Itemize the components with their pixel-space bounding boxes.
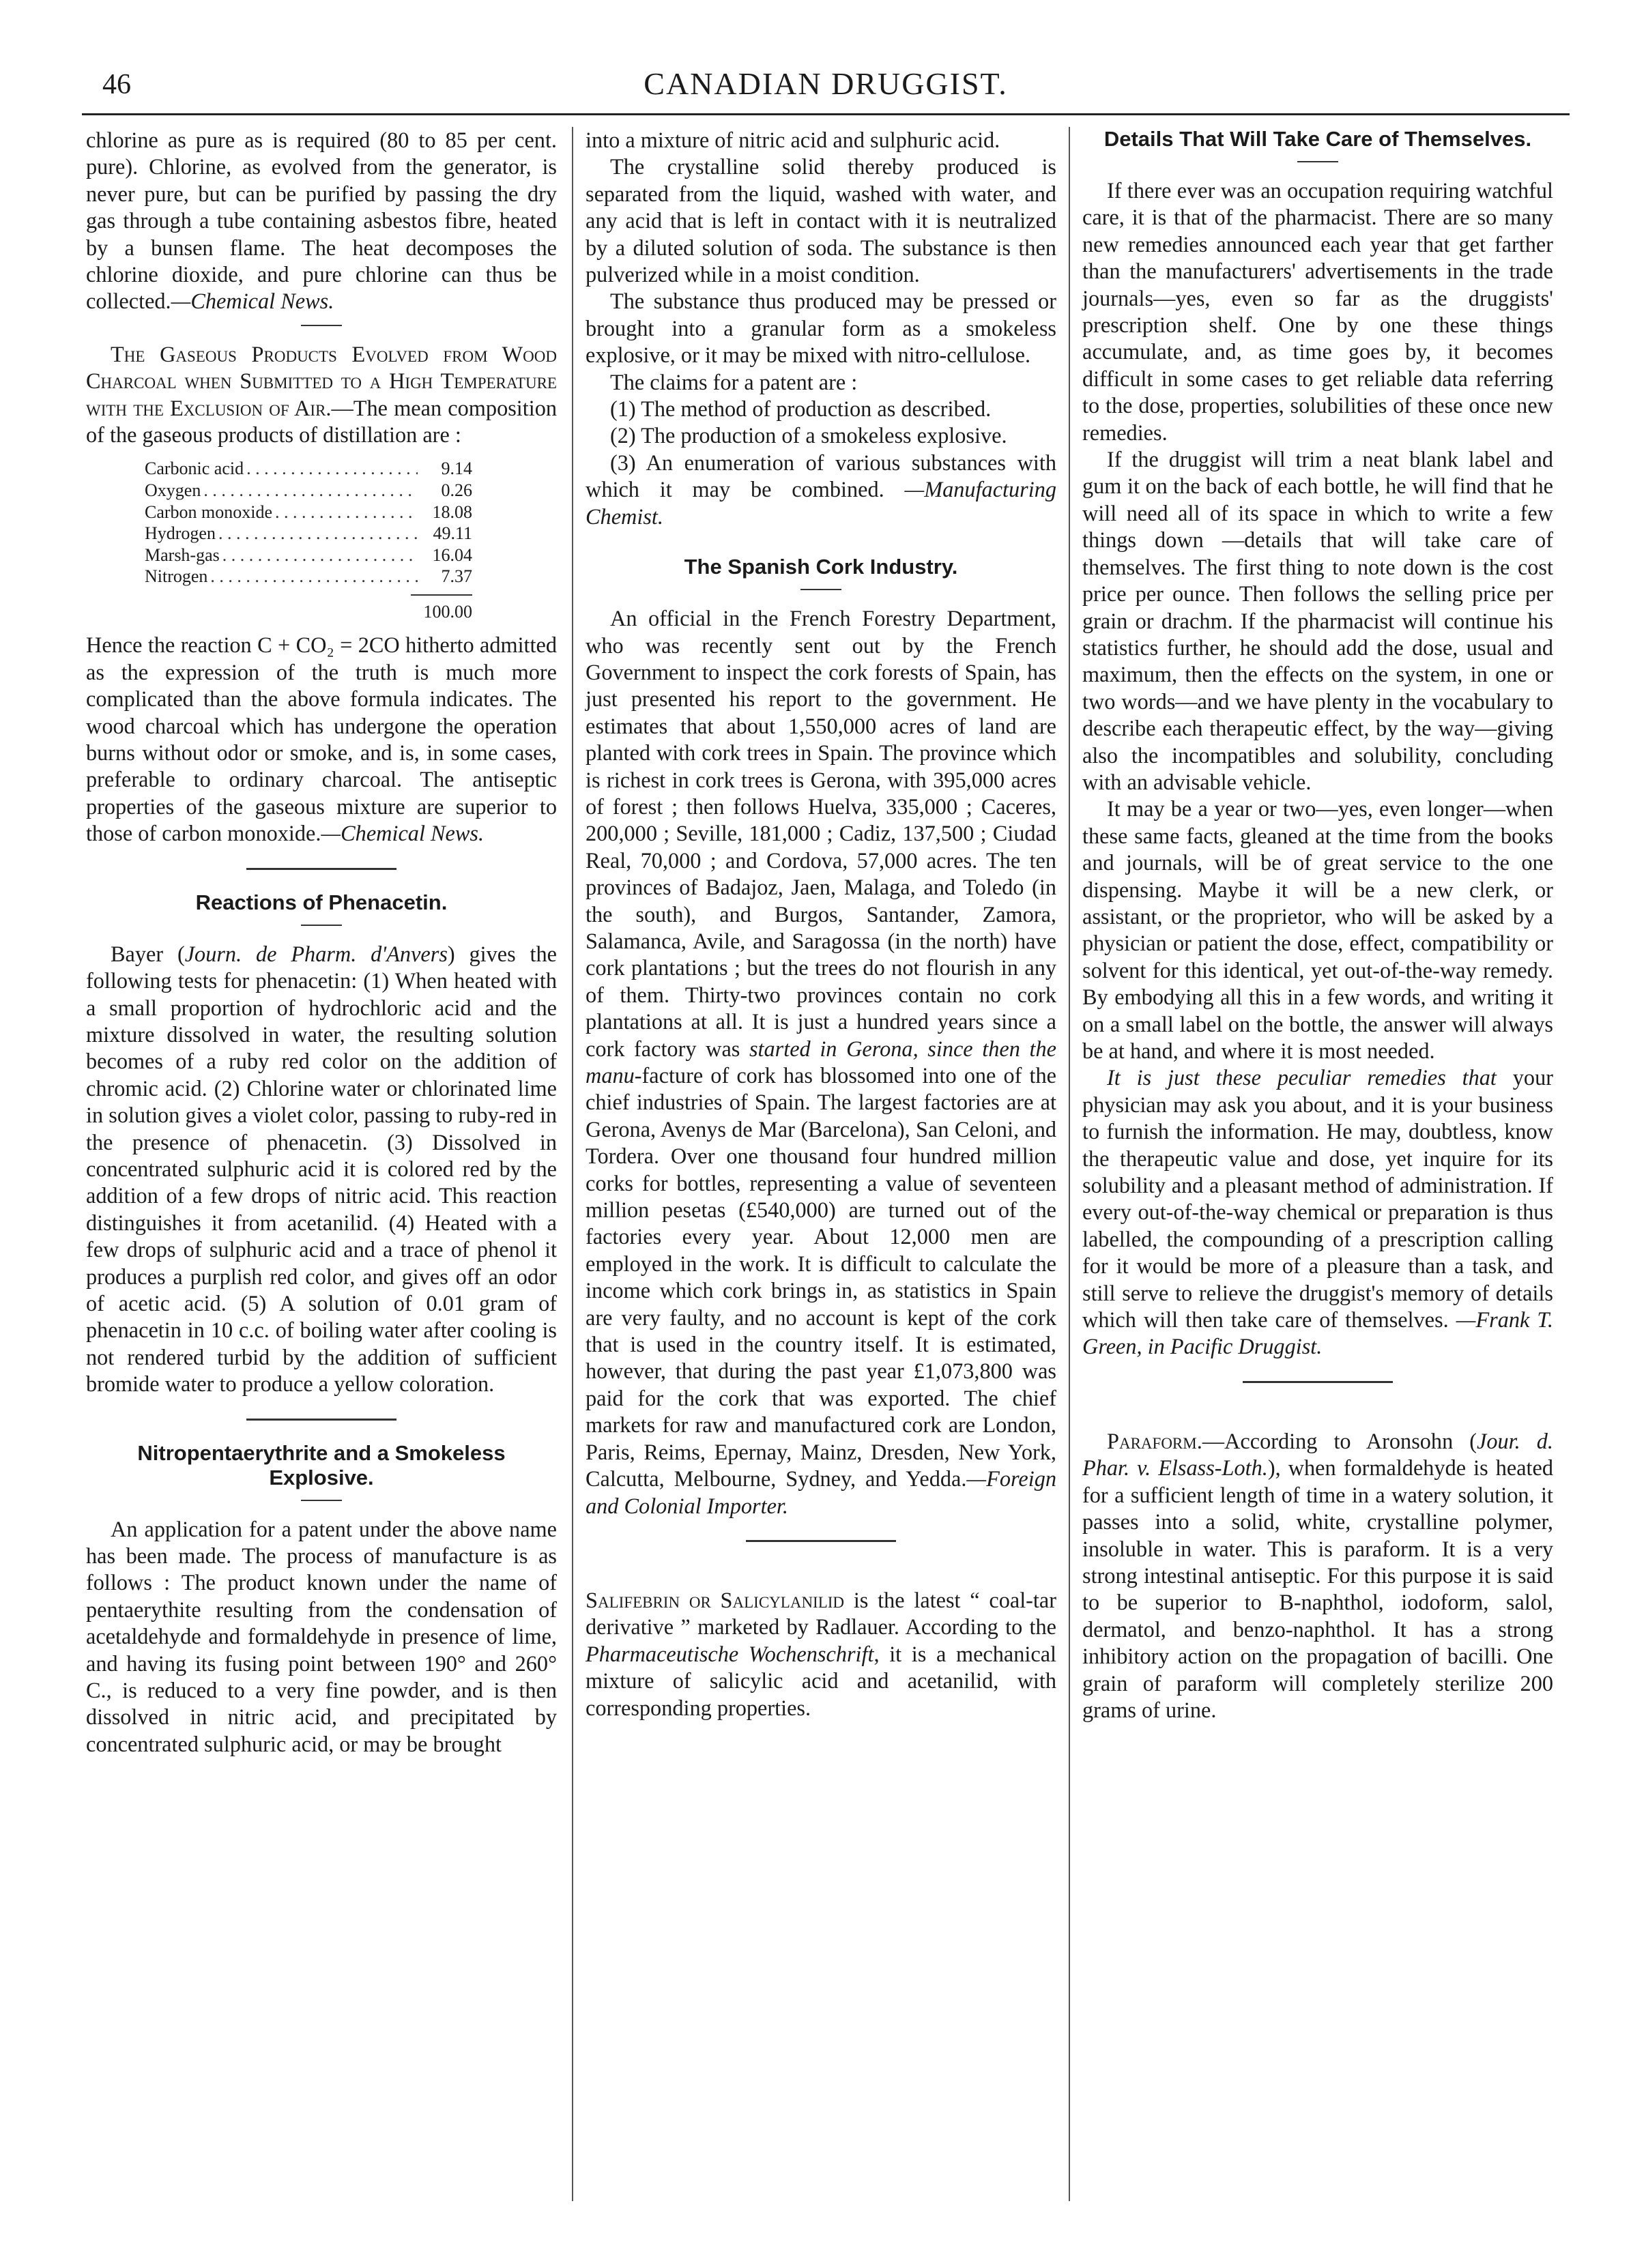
section-dash [1297, 161, 1338, 162]
page-number: 46 [102, 69, 131, 100]
details-paragraph-2: If the druggist will trim a neat blank label and gum it on the back of each bottle, he will find that he will need all of its space in which to write a few things down —details that will take care of themselves. The first thing to note down is the cost price per ounce. Then follows the selling price per grain or drachm. If the pharmacist will continue his statistics further, he should add the dose, usual and maximum, then the effects on the system, in one or two words—and we have plenty in the vocabulary to describe each therapeutic effect, by the way—giving also the incompatibles and solubility, concluding with an advisable vehicle. [1082, 447, 1553, 794]
section-rule [246, 868, 396, 870]
section-dash [301, 325, 342, 326]
spacer [586, 530, 1056, 555]
claim-1: (1) The method of production as described. [610, 396, 992, 422]
nitro-continued-paragraph: into a mixture of nitric acid and sulphuric acid. [586, 128, 1000, 152]
claims-paragraph: The claims for a patent are : [610, 369, 858, 394]
phenacetin-title: Reactions of Phenacetin. [195, 890, 448, 914]
table-row: Nitrogen . . . 7.37 [145, 566, 472, 587]
table-row: Carbonic acid . . . 9.14 [145, 458, 472, 480]
gaseous-products-paragraph: The Gaseous Products Evolved from Wood Charcoal when Submitted to a High Temperature with the Exclusion of Air.—The mean composition of the gaseous products of distillation are : [86, 341, 557, 448]
table-row: Oxygen . . . 0.26 [145, 480, 472, 501]
claim-3: (3) An enumeration of various substances with which it may be combined. —Manufacturing Chemist. [586, 450, 1056, 529]
spanish-cork-paragraph: An official in the French Forestry Department, who was recently sent out by the French Government to inspect the cork forests of Spain, has just presented his report to the government. He estimates that about 1,550,000 acres of land are planted with cork trees in Spain. The province which is richest in cork trees is Gerona, with 395,000 acres of forest ; then follows Huelva, 335,000 ; Caceres, 200,000 ; Seville, 181,000 ; Cadiz, 137,500 ; Ciudad Real, 70,000 ; and Cordova, 57,000 acres. The ten provinces of Badajoz, Jaen, Malaga, and Toledo (in the south), and Burgos, Santander, Zamora, Salamanca, Avile, and Saragossa (in the north) have cork plantations ; but the trees do not flourish in any of them. Thirty-two provinces contain no cork plantations at all. It is just a hundred years since a cork factory was started in Gerona, since then the manu-facture of cork has blossomed into one of the chief industries of Spain. The largest factories are at Gerona, Avenys de Mar (Barcelona), San Celoni, and Tordera. Over one thousand four hundred million corks for bottles, representing a value of seventeen million pesetas (£540,000) are turned out of the factories every year. About 12,000 men are employed in the work. It is difficult to calculate the income which cork brings in, as statistics in Spain are very faulty, and no account is kept of the cork that is used in the country itself. It is estimated, however, that during the past year £1,073,800 was paid for the cork that was exported. The chief markets for raw and manufactured cork are London, Paris, Reims, Epernay, Mainz, Dresden, New York, Calcutta, Melbourne, Sydney, and Yedda.—Foreign and Colonial Importer. [586, 606, 1056, 1518]
crystalline-paragraph: The crystalline solid thereby produced is separated from the liquid, washed with water, and any acid that is left in contact with it is neutralized by a diluted solution of soda. The substance is then pulverized while in a moist condition. [586, 154, 1056, 287]
column-divider-1 [572, 127, 573, 2201]
table-total: 100.00 [145, 594, 472, 625]
gaseous-products-heading: The Gaseous Products Evolved from Wood Charcoal when Submitted to a High Temperature with the Exclusion of Air. [86, 341, 557, 420]
section-dash [301, 1500, 342, 1501]
nitropentaerythrite-title: Nitropentaerythrite and a Smokeless Explosive. [137, 1440, 506, 1489]
paraform-paragraph: Paraform.—According to Aronsohn (Jour. d. Phar. v. Elsass-Loth.), when formaldehyde is heated for a sufficient length of time in a watery solution, it passes into a solid, white, crystalline polymer, insoluble in water. This is paraform. It is a very strong intestinal antiseptic. For this purpose it is said to be superior to B-naphthol, iodoform, salol, dermatol, and benzo-naphthol. It has a strong inhibitory action on the propagation of bacilli. One grain of paraform will completely sterilize 200 grams of urine. [1082, 1428, 1553, 1722]
header-rule [82, 113, 1570, 115]
details-paragraph-1: If there ever was an occupation requiring watchful care, it is that of the pharmacist. There are so many new remedies announced each year that get farther than the manufacturers' advertisements in the trade journals—yes, even so far as the druggists' prescription shelf. One by one these things accumulate, and, as time goes by, it becomes difficult in some cases to get reliable data referring to the dose, properties, solubilities of these once new remedies. [1082, 178, 1553, 445]
chlorine-paragraph: chlorine as pure as is required (80 to 85 per cent. pure). Chlorine, as evolved from the generator, is never pure, but can be purified by passing the dry gas through a tube containing asbestos fibre, heated by a bunsen flame. The heat decomposes the chlorine dioxide, and pure chlorine can thus be collected.—Chemical News. [86, 128, 557, 314]
table-row: Marsh-gas . . . 16.04 [145, 544, 472, 566]
table-row: Hydrogen . . . 49.11 [145, 523, 472, 544]
table-row: Carbon monoxide . . . 18.08 [145, 501, 472, 523]
substance-paragraph: The substance thus produced may be pressed or brought into a granular form as a smokeless explosive, or it may be mixed with nitro-cellulose. [586, 289, 1056, 368]
phenacetin-paragraph: Bayer (Journ. de Pharm. d'Anvers) gives the following tests for phenacetin: (1) When heated with a small proportion of hydrochloric acid and the mixture dissolved in water, the resulting solution becomes of a ruby red color on the addition of chromic acid. (2) Chlorine water or chlorinated lime in solution gives a violet color, passing to ruby-red in the presence of phenacetin. (3) Dissolved in concentrated sulphuric acid it is colored red by the addition of a few drops of nitric acid. This reaction distinguishes it from acetanilid. (4) Heated with a few drops of sulphuric acid and a trace of phenol it produces a purplish red color, and gives off an odor of acetic acid. (5) A solution of 0.01 gram of phenacetin in 10 c.c. of boiling water after cooling is not rendered turbid by the addition of sufficient bromide water to produce a yellow coloration. [86, 941, 557, 1397]
column-3 [1082, 127, 1553, 1724]
gas-composition-table [145, 458, 472, 587]
journal-title: CANADIAN DRUGGIST. [644, 66, 1008, 101]
column-1 [86, 127, 557, 1758]
spacer [586, 1562, 1056, 1587]
chemical-news-source: —Chemical News. [171, 289, 334, 314]
claim-2: (2) The production of a smokeless explosive. [610, 423, 1007, 448]
salifebrin-paragraph: Salifebrin or Salicylanilid is the latest “ coal-tar derivative ” marketed by Radlauer. According to the Pharmaceutische Wochenschrift, it is a mechanical mixture of salicylic acid and acetanilid, with corresponding properties. [586, 1587, 1057, 1720]
nitropentaerythrite-paragraph: An application for a patent under the above name has been made. The process of manufacture is as follows : The product known under the name of pentaerythite resulting from the condensation of acetaldehyde and formaldehyde in presence of lime, and having its fusing point between 190° and 260° C., is reduced to a very fine powder, and is then dissolved in nitric acid, and precipitated by concentrated sulphuric acid, or may be brought [86, 1516, 557, 1756]
spanish-cork-title: The Spanish Cork Industry. [684, 555, 958, 579]
section-dash [800, 589, 841, 590]
section-rule [246, 1419, 396, 1421]
page-header [82, 66, 1570, 108]
section-rule [746, 1540, 896, 1542]
column-2 [586, 127, 1056, 1721]
reaction-paragraph: Hence the reaction C + CO₂ = 2CO hitherto admitted as the expression of the truth is much more complicated than the above formula indicates. The wood charcoal which has undergone the operation burns without odor or smoke, and is, in some cases, preferable to ordinary charcoal. The antiseptic properties of the gaseous mixture are superior to those of carbon monoxide.—Chemical News. [86, 633, 557, 846]
column-divider-2 [1069, 127, 1070, 2201]
details-paragraph-4: It is just these peculiar remedies that your physician may ask you about, and it is your business to furnish the information. He may, doubtless, know the therapeutic value and dose, yet inquire for its solubility and a pleasant method of administration. If every out-of-the-way chemical or preparation is thus labelled, the compounding of a prescription calling for it would be more of a pleasure than a task, and still serve to relieve the druggist's memory of details which will then take care of themselves. —Frank T. Green, in Pacific Druggist. [1082, 1065, 1554, 1359]
details-paragraph-3: It may be a year or two—yes, even longer—when these same facts, gleaned at the time from the books and journals, will be of great service to the one dispensing. Maybe it will be a new clerk, or assistant, or the proprietor, who will be asked by a physician or patient the dose, effect, compatibility or solvent for this identical, yet out-of-the-way remedy. By embodying all this in a few words, and writing it on a small label on the bottle, the answer will always be at hand, and where it is most needed. [1082, 796, 1553, 1063]
section-rule [1243, 1381, 1393, 1383]
details-title: Details That Will Take Care of Themselves. [1103, 127, 1532, 151]
spacer [1082, 1404, 1553, 1428]
section-dash [301, 925, 342, 926]
